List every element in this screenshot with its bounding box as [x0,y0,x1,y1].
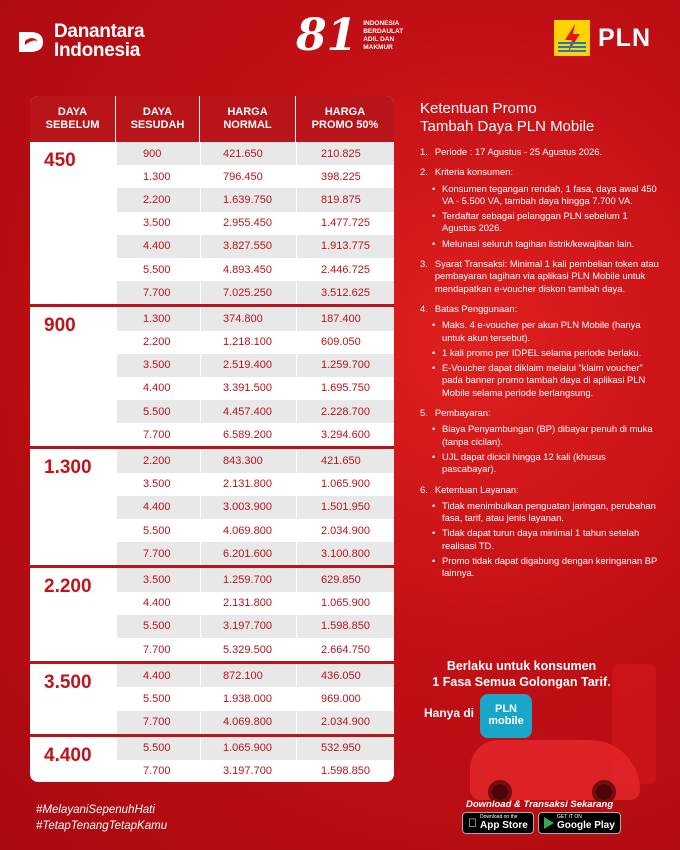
section-number: 1. [420,146,428,157]
daya-sesudah-cell: 7.700 [116,281,200,304]
anniversary-tagline: INDONESIA BERDAULAT ADIL DAN MAKMUR [363,20,404,51]
table-row [116,687,394,710]
harga-normal-cell: 4.069.800 [200,711,296,734]
danantara-mark-icon [16,26,46,56]
table-group [30,737,394,782]
harga-promo-cell: 3.100.800 [296,542,394,565]
download-cta: Download & Transaksi Sekarang [466,799,614,810]
header-harga-normal: HARGA NORMAL [200,96,296,142]
harga-normal-cell: 3.197.700 [200,760,296,782]
section-number: 2. [420,166,428,178]
anniversary-81-logo [296,10,404,61]
terms-bullet: • Promo tidak dapat digabung dengan keringanan BP lainnya. [432,555,660,580]
harga-promo-cell: 3.512.625 [296,281,394,304]
harga-promo-cell: 2.228.700 [296,400,394,423]
harga-promo-cell: 2.034.900 [296,711,394,734]
table-row [116,664,394,687]
terms-sections [420,146,660,580]
google-play-label: Google Play [557,820,615,831]
terms-bullet: • Maks. 4 e-voucher per akun PLN Mobile (hanya untuk akun tersebut). [432,319,660,344]
table-row [116,473,394,496]
table-row [116,760,394,782]
table-row [116,711,394,734]
daya-sesudah-cell: 7.700 [116,542,200,565]
apple-icon [468,816,477,830]
daya-sesudah-cell: 1.300 [116,307,200,330]
daya-sesudah-cell: 4.400 [116,235,200,258]
harga-promo-cell: 1.065.900 [296,473,394,496]
section-text: Syarat Transaksi: Minimal 1 kali pembelian token atau pembayaran tagihan via aplikasi PLN Mobile untuk mendapatkan e-voucher diskon tambah daya. [434,258,659,294]
pln-wordmark: PLN [598,23,651,52]
table-header [30,96,394,142]
harga-promo-cell: 1.598.850 [296,760,394,782]
table-row [116,165,394,188]
table-row [116,307,394,330]
daya-sesudah-cell: 2.200 [116,188,200,211]
app-store-button[interactable] [462,812,534,834]
table-row [116,638,394,661]
harga-promo-cell: 1.695.750 [296,377,394,400]
terms-bullet: • Tidak dapat turun daya minimal 1 tahun setelah realisasi TD. [432,527,660,552]
daya-sesudah-cell: 3.500 [116,354,200,377]
table-row [116,188,394,211]
table-row [116,354,394,377]
daya-sesudah-cell: 900 [116,142,200,165]
daya-sebelum-cell: 2.200 [44,576,92,598]
google-play-button[interactable] [538,812,621,834]
table-row [116,281,394,304]
table-row [116,377,394,400]
daya-sebelum-cell: 900 [44,315,76,337]
terms-section [420,303,660,399]
harga-promo-cell: 210.825 [296,142,394,165]
section-number: 3. [420,258,428,270]
terms-bullet: • Biaya Penyambungan (BP) dibayar penuh di muka (tanpa cicilan). [432,423,660,448]
harga-promo-cell: 819.875 [296,188,394,211]
app-store-small-text: Download on the [471,814,509,820]
electric-car-illustration [470,740,640,800]
harga-normal-cell: 3.197.700 [200,615,296,638]
table-row [116,519,394,542]
table-group [30,142,394,307]
only-at-label: Hanya di [424,706,475,720]
terms-bullet: • Terdaftar sebagai pelanggan PLN sebelum 1 Agustus 2026. [432,210,660,235]
harga-normal-cell: 6.201.600 [200,542,296,565]
terms-bullet: • UJL dapat dicicil hingga 12 kali (khusus pascabayar). [432,451,660,476]
daya-sebelum-cell: 3.500 [44,672,92,694]
harga-promo-cell: 609.050 [296,331,394,354]
harga-normal-cell: 3.391.500 [200,377,296,400]
harga-normal-cell: 1.259.700 [200,568,296,591]
harga-normal-cell: 2.519.400 [200,354,296,377]
danantara-logo [16,22,144,60]
closing-statement: Berlaku untuk konsumen 1 Fasa Semua Golongan Tarif. [432,659,611,689]
terms-section [420,146,660,158]
daya-sesudah-cell: 5.500 [116,615,200,638]
section-text: Ketentuan Layanan: [434,483,519,495]
table-row [116,542,394,565]
table-row [116,592,394,615]
harga-normal-cell: 4.069.800 [200,519,296,542]
terms-bullet: • 1 kali promo per IDPEL selama periode berlaku. [432,347,660,359]
danantara-wordmark: Danantara Indonesia [54,21,145,61]
section-number: 6. [420,483,428,495]
table-row [116,423,394,446]
terms-bullet: • Konsumen tegangan rendah, 1 fasa, daya awal 450 VA - 5.500 VA, tambah daya hingga 7.700 VA. [432,183,660,208]
table-row [116,212,394,235]
daya-sesudah-cell: 2.200 [116,449,200,472]
terms-bullet: • E-Voucher dapat diklaim melalui “klaim voucher” pada banner promo tambah daya di aplikasi PLN Mobile selama periode berlangsung. [432,362,660,399]
harga-normal-cell: 3.827.550 [200,235,296,258]
daya-sesudah-cell: 3.500 [116,212,200,235]
daya-sesudah-cell: 7.700 [116,423,200,446]
harga-normal-cell: 796.450 [200,165,296,188]
pln-mobile-app-icon[interactable]: PLN mobile [480,694,532,738]
google-play-icon [544,817,554,829]
harga-normal-cell: 4.893.450 [200,258,296,281]
anniversary-number: 81 [296,10,358,61]
pln-lightning-icon [554,20,590,56]
header-daya-sesudah: DAYA SESUDAH [116,96,200,142]
table-row [116,331,394,354]
harga-normal-cell: 843.300 [200,449,296,472]
harga-normal-cell: 5.329.500 [200,638,296,661]
harga-promo-cell: 969.000 [296,687,394,710]
section-number: 5. [420,407,428,419]
harga-normal-cell: 1.065.900 [200,737,296,760]
harga-normal-cell: 6.589.200 [200,423,296,446]
table-row [116,496,394,519]
table-body [30,142,394,782]
header-harga-promo: HARGA PROMO 50% [311,106,379,131]
harga-normal-cell: 3.003.900 [200,496,296,519]
harga-normal-cell: 1.938.000 [200,687,296,710]
header-daya-sebelum: DAYA SEBELUM [30,96,116,142]
harga-promo-cell: 1.259.700 [296,354,394,377]
daya-sesudah-cell: 2.200 [116,331,200,354]
app-store-label: App Store [471,820,519,831]
harga-promo-cell: 421.650 [296,449,394,472]
table-row [116,235,394,258]
pln-logo [554,20,651,56]
terms-section [420,484,660,580]
hashtag-1: #MelayaniSepenuhHati [36,804,155,816]
harga-promo-cell: 1.913.775 [296,235,394,258]
harga-normal-cell: 2.955.450 [200,212,296,235]
harga-promo-cell: 2.664.750 [296,638,394,661]
daya-sesudah-cell: 4.400 [116,592,200,615]
table-group [30,664,394,737]
harga-normal-cell: 2.131.800 [200,592,296,615]
daya-sebelum-cell: 4.400 [44,744,92,766]
table-group [30,568,394,664]
section-text: Pembayaran: [434,407,491,419]
harga-promo-cell: 2.034.900 [296,519,394,542]
daya-sesudah-cell: 5.500 [116,519,200,542]
harga-promo-cell: 629.850 [296,568,394,591]
terms-bullet: • Tidak menimbulkan penguatan jaringan, perubahan fasa, tarif, atau jenis layanan. [432,500,660,525]
harga-normal-cell: 2.131.800 [200,473,296,496]
harga-promo-cell: 532.950 [296,737,394,760]
hashtag-2: #TetapTenangTetapKamu [36,820,168,832]
harga-normal-cell: 7.025.250 [200,281,296,304]
harga-promo-cell: 3.294.600 [296,423,394,446]
section-number: 4. [420,302,428,314]
daya-sesudah-cell: 5.500 [116,687,200,710]
table-row [116,568,394,591]
section-text: Kriteria konsumen: [434,166,513,178]
harga-normal-cell: 374.800 [200,307,296,330]
harga-promo-cell: 1.065.900 [296,592,394,615]
google-play-small-text: GET IT ON [557,814,582,820]
price-table [30,96,394,782]
table-row [116,400,394,423]
daya-sesudah-cell: 3.500 [116,473,200,496]
daya-sesudah-cell: 4.400 [116,377,200,400]
terms-section [420,258,660,295]
daya-sesudah-cell: 4.400 [116,496,200,519]
harga-promo-cell: 398.225 [296,165,394,188]
daya-sesudah-cell: 1.300 [116,165,200,188]
table-row [116,142,394,165]
harga-promo-cell: 436.050 [296,664,394,687]
hashtags [36,802,167,834]
table-row [116,449,394,472]
section-text: Periode : 17 Agustus - 25 Agustus 2026. [434,146,603,157]
harga-normal-cell: 1.218.100 [200,331,296,354]
terms-section [420,166,660,250]
table-row [116,258,394,281]
table-group [30,449,394,568]
harga-promo-cell: 1.598.850 [296,615,394,638]
harga-normal-cell: 4.457.400 [200,400,296,423]
daya-sebelum-cell: 1.300 [44,457,92,479]
daya-sesudah-cell: 4.400 [116,664,200,687]
harga-normal-cell: 872.100 [200,664,296,687]
harga-promo-cell: 1.477.725 [296,212,394,235]
harga-normal-cell: 1.639.750 [200,188,296,211]
daya-sesudah-cell: 7.700 [116,760,200,782]
daya-sesudah-cell: 5.500 [116,400,200,423]
harga-promo-cell: 2.446.725 [296,258,394,281]
terms-bullet: • Melunasi seluruh tagihan listrik/kewajiban lain. [432,238,660,250]
terms-title: Ketentuan Promo Tambah Daya PLN Mobile [420,100,595,135]
daya-sesudah-cell: 7.700 [116,638,200,661]
harga-promo-cell: 1.501.950 [296,496,394,519]
terms-section [420,407,660,475]
section-text: Batas Penggunaan: [434,302,518,314]
table-group [30,307,394,449]
daya-sesudah-cell: 5.500 [116,737,200,760]
harga-promo-cell: 187.400 [296,307,394,330]
daya-sebelum-cell: 450 [44,150,76,171]
table-row [116,615,394,638]
daya-sesudah-cell: 5.500 [116,258,200,281]
daya-sesudah-cell: 3.500 [116,568,200,591]
table-row [116,737,394,760]
daya-sesudah-cell: 7.700 [116,711,200,734]
harga-normal-cell: 421.650 [200,142,296,165]
promo-terms [420,100,660,588]
